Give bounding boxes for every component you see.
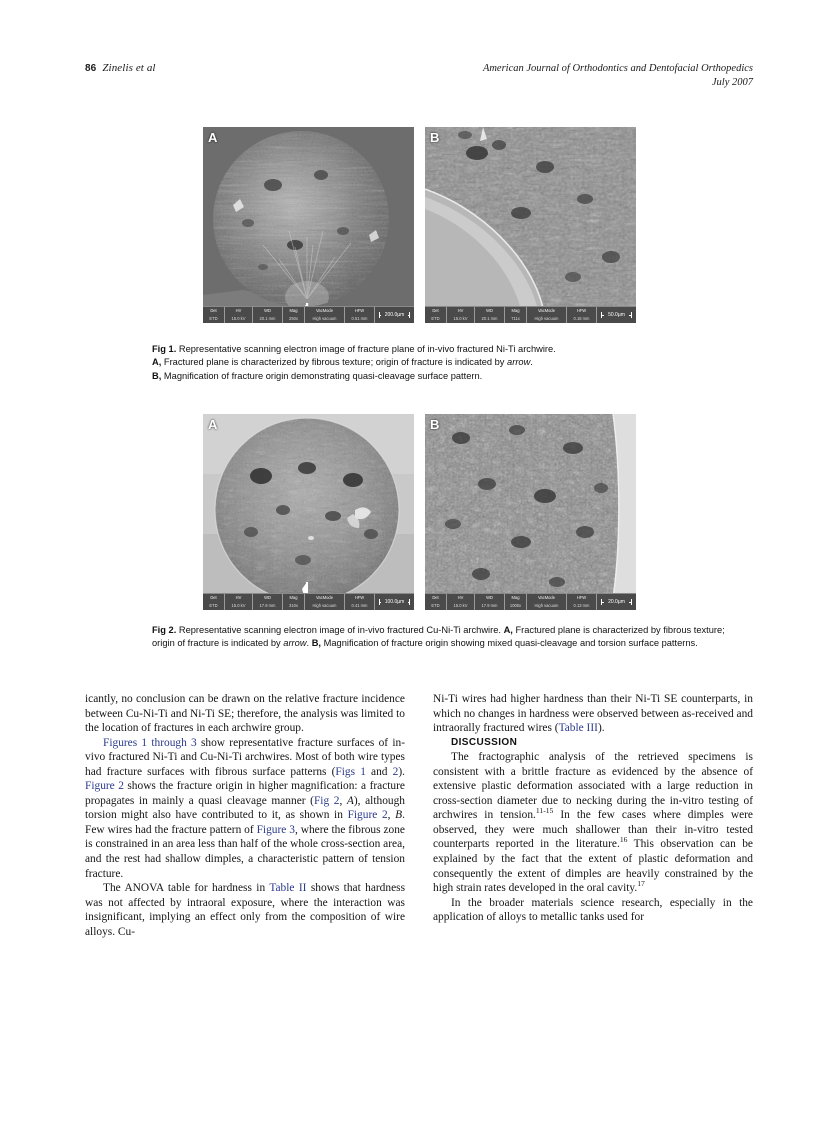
panel-letter-a: A — [208, 130, 218, 145]
databar-header-hfw: HFW — [354, 595, 365, 600]
databar-value-hfw: 0.51 mm — [351, 316, 368, 321]
figure-2-caption-a-italic: arrow — [283, 638, 307, 649]
paragraph-left-3 — [85, 881, 405, 939]
paragraph-left-2-text-e: . Few wires had the fracture pattern of — [85, 809, 405, 836]
databar-value-det: ETD — [209, 316, 218, 321]
databar-value-wd: 20.1 mm — [259, 316, 276, 321]
databar-header-hv: HV — [457, 308, 464, 313]
paragraph-left-2-comma-a: , — [339, 794, 347, 807]
xref-figures-1-through-3[interactable]: Figures 1 through 3 — [103, 736, 197, 749]
xref-panel-a-italic: A — [346, 794, 354, 807]
xref-figs-1[interactable]: Figs 1 — [335, 765, 366, 778]
figure-2-caption-b-label: B, — [311, 638, 322, 649]
databar-value-hv: 15.0 kV — [231, 603, 246, 608]
databar-header-wd: WD — [264, 595, 271, 600]
databar-header-det: Det — [432, 308, 439, 313]
paragraph-right-2-text-a: The fractographic analysis of the retrieved specimens is consistent with a brittle fracture as evidenced by the absence of extensive plastic deformation associated with a large reduction in cross-section diameter due to necking during the in-vitro testing of archwires in tension. — [433, 751, 753, 822]
paragraph-left-2-text-f: , where the fibrous zone is constrained in an area less than half of the whole cross-section area, and the rest had shallow dimples, a characteristic pattern of tension fracture. — [85, 823, 405, 880]
sem-image-fig1b — [425, 127, 636, 323]
sem-databar-fig1b — [425, 306, 636, 323]
figure-2-caption — [152, 624, 747, 651]
databar-header-vacmode: VacMode — [316, 308, 333, 313]
scale-bar-fig2b — [597, 594, 636, 610]
journal-title: American Journal of Orthodontics and Dentofacial Orthopedics — [482, 63, 753, 74]
paragraph-left-1-text: icantly, no conclusion can be drawn on the relative fracture incidence between Cu-Ni-Ti and Ni-Ti SE; therefore, the analysis was limited to the location of fractures in each archwire group. — [85, 693, 405, 735]
running-head — [85, 62, 753, 104]
body-right-column — [433, 692, 753, 925]
xref-table-iii[interactable]: Table III — [558, 722, 598, 735]
paragraph-right-3 — [433, 896, 753, 925]
databar-value-det: ETD — [431, 603, 440, 608]
databar-value-det: ETD — [209, 603, 218, 608]
figure-2-caption-a-label: A, — [503, 625, 513, 635]
paragraph-left-2-text-d: ), although torsion might also have contributed to it, as shown in — [85, 794, 405, 822]
databar-value-wd: 20.1 mm — [481, 316, 498, 321]
databar-value-wd: 17.9 mm — [481, 603, 498, 608]
databar-header-hfw: HFW — [354, 308, 365, 313]
paragraph-left-3-text-a: The ANOVA table for hardness in — [103, 882, 270, 895]
scale-bar-fig2a — [375, 594, 414, 610]
figure-1-caption-a-text: Fractured plane is characterized by fibrous texture; origin of fracture is indicated by — [163, 357, 505, 368]
databar-header-mag: Mag — [511, 595, 520, 600]
paragraph-left-2-text-c: shows the fracture origin in higher magnification: a fracture propagates in mainly a quasi cleavage manner ( — [85, 780, 405, 807]
figure-2-panel-a — [203, 414, 414, 610]
section-heading-discussion: DISCUSSION — [451, 736, 518, 748]
reference-superscript-16[interactable]: 16 — [619, 835, 628, 845]
scale-bar-label: 100.0µm — [381, 598, 409, 606]
figure-1-caption-line1: Representative scanning electron image of fracture plane of in-vivo fractured Ni-Ti archwire. — [178, 344, 556, 354]
paragraph-right-3-text: In the broader materials science research, especially in the application of alloys to metallic tanks used for — [433, 896, 753, 924]
paragraph-left-2-text-a: show representative fracture surfaces of in-vivo fractured Ni-Ti and Cu-Ni-Ti archwires. Most of both wire types had fracture surfaces with fibrous surface patterns ( — [85, 736, 405, 778]
scale-bar-label: 200.0µm — [381, 311, 409, 319]
paragraph-left-1 — [85, 692, 405, 736]
databar-header-mag: Mag — [289, 308, 298, 313]
databar-header-hv: HV — [235, 308, 242, 313]
paragraph-right-2-text-c: This observation can be explained by the fact that the extent of plastic deformation and consequently the extent of dimples are heavily constrained by the high strain rates developed in the oral cavity. — [433, 838, 753, 895]
xref-table-ii[interactable]: Table II — [269, 882, 307, 895]
figure-2-caption-b-text: Magnification of fracture origin showing mixed quasi-cleavage and torsion surface patterns. — [323, 638, 698, 649]
figure-2-caption-a-tail: . — [306, 638, 310, 649]
paragraph-left-2-comma-b: , — [387, 809, 396, 822]
databar-header-wd: WD — [264, 308, 271, 313]
databar-value-vacmode: High vacuum — [312, 603, 337, 608]
scale-bar-fig1b — [597, 307, 636, 323]
databar-value-hfw: 0.41 mm — [351, 603, 368, 608]
xref-fig-2a[interactable]: 2 — [392, 765, 399, 778]
reference-superscript-17[interactable]: 17 — [637, 879, 645, 889]
databar-header-vacmode: VacMode — [538, 595, 555, 600]
paragraph-left-2 — [85, 736, 405, 881]
figure-2-panel-b — [425, 414, 636, 610]
databar-value-mag: 250x — [289, 316, 298, 321]
issue-date: July 2007 — [711, 76, 753, 88]
databar-header-det: Det — [210, 595, 217, 600]
figure-1-caption-a-italic: arrow — [507, 357, 531, 368]
running-head-left — [85, 62, 156, 74]
running-head-authors: Zinelis et al — [102, 62, 156, 74]
databar-header-vacmode: VacMode — [538, 308, 555, 313]
databar-header-hv: HV — [235, 595, 242, 600]
figure-2-caption-a-text: Fractured plane is characterized by fibrous texture; origin of fracture is indicated by — [152, 625, 725, 649]
databar-value-vacmode: High vacuum — [534, 603, 559, 608]
scale-bar-label: 50.0µm — [604, 311, 629, 319]
databar-header-vacmode: VacMode — [316, 595, 333, 600]
figure-1-panel-b — [425, 127, 636, 323]
xref-figure-2[interactable]: Figure 2 — [85, 780, 124, 793]
panel-letter-b: B — [430, 130, 440, 145]
figure-1-caption-a-label: A, — [152, 357, 162, 368]
xref-figure-3[interactable]: Figure 3 — [256, 823, 295, 836]
databar-header-hfw: HFW — [576, 308, 587, 313]
databar-header-hv: HV — [457, 595, 464, 600]
figure-1-caption — [152, 343, 734, 383]
paragraph-right-1-text-a: Ni-Ti wires had higher hardness than their Ni-Ti SE counterparts, in which no changes in hardness were observed between as-received and intraorally fractured wires ( — [433, 693, 753, 735]
databar-header-wd: WD — [486, 308, 493, 313]
figure-2-label: Fig 2. — [152, 625, 177, 635]
running-head-right — [483, 62, 753, 89]
reference-superscript-11-15[interactable]: 11-15 — [535, 806, 554, 816]
databar-value-vacmode: High vacuum — [534, 316, 559, 321]
figure-1-panel-a — [203, 127, 414, 323]
sem-image-fig1a — [203, 127, 414, 323]
sem-image-fig2a — [203, 414, 414, 610]
databar-header-wd: WD — [486, 595, 493, 600]
databar-value-hfw: 0.13 mm — [573, 603, 590, 608]
figure-1 — [203, 127, 636, 323]
databar-header-hfw: HFW — [576, 595, 587, 600]
databar-value-mag: 711x — [511, 316, 520, 321]
figure-1-caption-b-text: Magnification of fracture origin demonstrating quasi-cleavage surface pattern. — [163, 370, 483, 381]
databar-header-mag: Mag — [511, 308, 520, 313]
panel-letter-b: B — [430, 417, 440, 432]
databar-value-hv: 15.0 kV — [231, 316, 246, 321]
paragraph-right-2 — [433, 750, 753, 895]
paragraph-left-3-text-b: shows that hardness was not affected by intraoral exposure, where the interaction was insignificant, implying an effect only from the composition of wire alloys. Cu- — [85, 882, 405, 938]
paragraph-left-2-and: and — [365, 765, 393, 778]
databar-value-mag: 310x — [289, 603, 298, 608]
databar-value-hv: 15.0 kV — [453, 603, 468, 608]
databar-header-det: Det — [432, 595, 439, 600]
databar-value-det: ETD — [431, 316, 440, 321]
databar-value-hv: 15.0 kV — [453, 316, 468, 321]
page-number: 86 — [85, 63, 97, 74]
databar-value-hfw: 0.18 mm — [573, 316, 590, 321]
figure-2-caption-line1: Representative scanning electron image of in-vivo fractured Cu-Ni-Ti archwire. — [178, 625, 501, 635]
databar-value-mag: 1000x — [509, 603, 522, 608]
sem-databar-fig2a — [203, 593, 414, 610]
scale-bar-label: 20.0µm — [604, 598, 629, 606]
figure-1-caption-a-tail: . — [530, 357, 533, 368]
xref-panel-b-italic: B — [395, 809, 403, 822]
panel-letter-a: A — [208, 417, 218, 432]
paragraph-right-1-text-b: ). — [597, 722, 605, 735]
sem-databar-fig2b — [425, 593, 636, 610]
figure-1-label: Fig 1. — [152, 344, 177, 354]
figure-2 — [203, 414, 636, 610]
paragraph-right-2-text-b: In the few cases where dimples were observed, they were much shallower than their in-vitro tested counterparts reported in the literature. — [433, 809, 753, 851]
xref-figure-2-b[interactable]: Figure 2 — [347, 809, 388, 822]
sem-image-fig2b — [425, 414, 636, 610]
paragraph-left-2-text-b: ). — [398, 765, 405, 778]
scale-bar-fig1a — [375, 307, 414, 323]
body-left-column — [85, 692, 405, 939]
paragraph-right-1 — [433, 692, 753, 736]
databar-value-vacmode: High vacuum — [312, 316, 337, 321]
figure-1-caption-b-label: B, — [152, 370, 162, 381]
databar-value-wd: 17.9 mm — [259, 603, 276, 608]
databar-header-det: Det — [210, 308, 217, 313]
xref-fig-2-parens[interactable]: Fig 2 — [313, 794, 340, 807]
databar-header-mag: Mag — [289, 595, 298, 600]
sem-databar-fig1a — [203, 306, 414, 323]
